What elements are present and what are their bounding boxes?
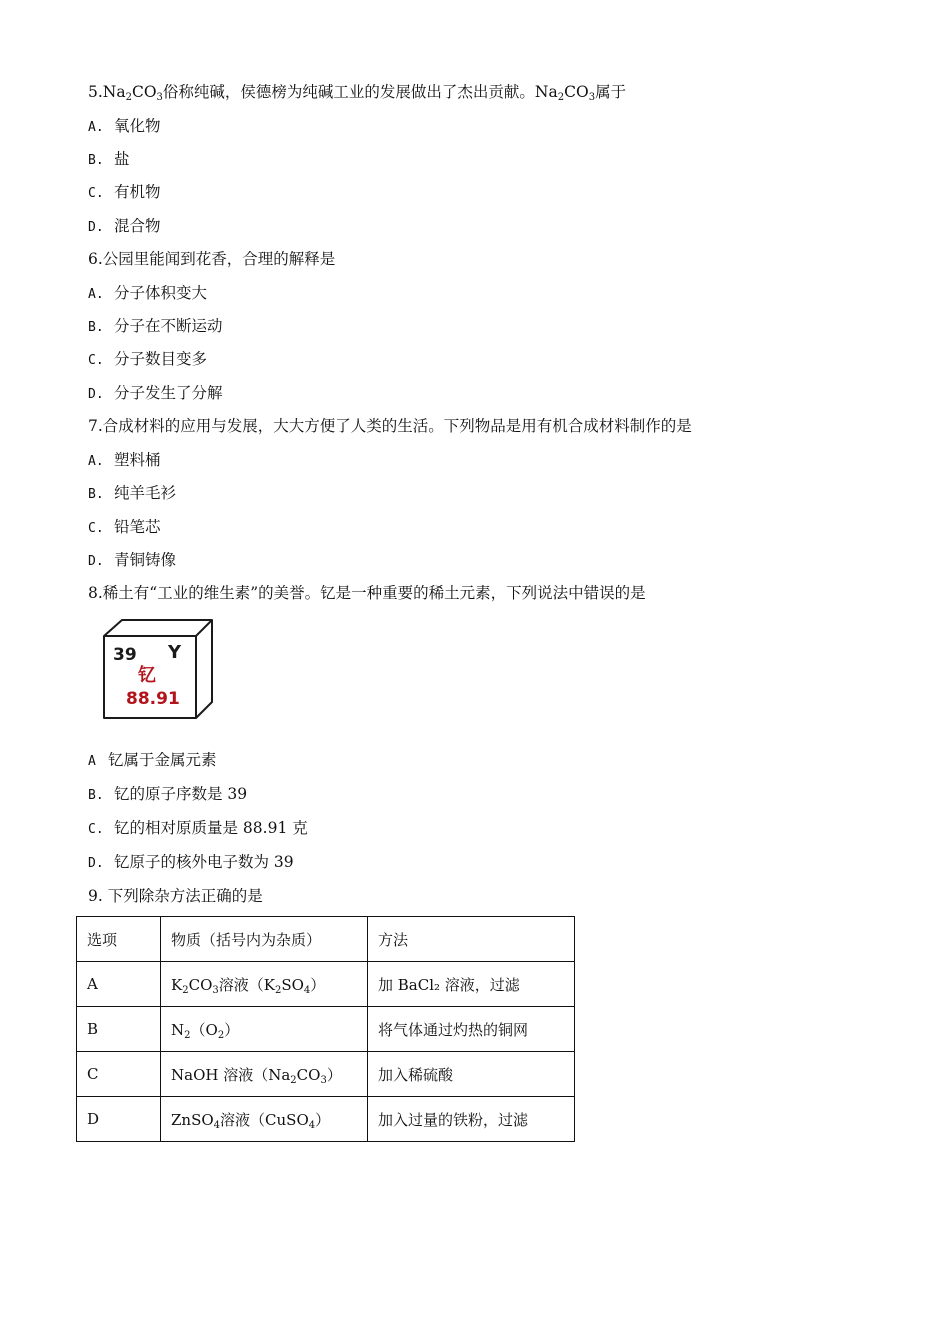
q8-option-d[interactable] [88,852,294,874]
option-letter: D. [88,220,104,235]
option-letter: B. [88,320,104,335]
option-text: 混合物 [114,217,161,235]
option-text: 钇的相对原质量是 88.91 克 [114,819,308,837]
formula-sub: 2 [290,1074,297,1086]
row-option: D [77,1097,161,1142]
atomic-number: 39 [113,645,137,665]
q6-option-d[interactable] [88,383,223,405]
option-text: 分子发生了分解 [114,384,223,402]
option-letter: B. [88,153,104,168]
purification-table [76,916,575,1142]
q8-option-c[interactable] [88,818,308,840]
formula-sub: 2 [184,1029,191,1041]
q6-stem: 6.公园里能闻到花香，合理的解释是 [88,250,336,268]
option-text: 盐 [114,150,130,168]
formula-sub: 2 [182,984,189,996]
q8-option-a[interactable] [88,750,217,772]
q7-option-a[interactable] [88,450,161,472]
row-method: 加入稀硫酸 [368,1052,575,1097]
option-text: 氧化物 [114,117,161,135]
q5-sub: 3 [156,92,163,103]
option-text: 分子体积变大 [114,284,208,302]
header-substance: 物质（括号内为杂质） [161,917,368,962]
option-text: 有机物 [114,183,161,201]
table-row [77,1097,575,1142]
formula-part: SO [281,975,304,994]
formula-sub: 3 [320,1074,327,1086]
formula-part: NaOH 溶液（Na [171,1065,291,1084]
formula-sub: 2 [217,1029,225,1041]
atomic-mass: 88.91 [126,689,180,709]
row-method: 将气体通过灼热的铜网 [368,1007,575,1052]
q5-option-a[interactable] [88,116,161,138]
formula-part: ） [315,1110,331,1129]
formula-sub: 3 [212,984,219,996]
row-method: 加入过量的铁粉，过滤 [368,1097,575,1142]
q5-sub: 2 [125,92,132,103]
formula-part: 溶液（K [218,975,275,994]
formula-part: K [171,975,183,994]
option-text: 分子在不断运动 [114,317,223,335]
formula-part: CO [296,1065,321,1084]
element-card [100,618,218,722]
row-substance [161,1097,368,1142]
q6-option-b[interactable] [88,316,223,338]
q5-option-d[interactable] [88,216,161,238]
table-header-row [77,917,575,962]
formula-sub: 4 [303,984,311,996]
formula-part: ） [310,975,326,994]
option-letter: C. [88,822,104,837]
formula-part: ZnSO [171,1110,214,1129]
formula-part: ） [224,1020,240,1039]
formula-part: 溶液（CuSO [220,1110,309,1129]
option-letter: A. [88,120,104,135]
option-text: 钇属于金属元素 [108,751,217,769]
option-text: 纯羊毛衫 [114,484,177,502]
formula-part: ） [326,1065,342,1084]
row-option: A [77,962,161,1007]
option-text: 钇的原子序数是 39 [114,785,248,803]
q7-option-b[interactable] [88,483,176,505]
q6-option-c[interactable] [88,349,207,371]
formula-part: （O [190,1020,218,1039]
q5-stem-part: CO [131,83,157,101]
element-symbol: Y [168,642,182,663]
q5-stem-part: CO [564,83,589,101]
header-option: 选项 [77,917,161,962]
option-text: 青铜铸像 [114,551,177,569]
q5-option-b[interactable] [88,149,130,171]
element-card-top [104,620,212,636]
option-letter: B. [88,487,104,502]
option-letter: A. [88,287,104,302]
row-substance [161,1052,368,1097]
row-option: B [77,1007,161,1052]
q5-stem-part: 5.Na [88,83,126,101]
formula-part: CO [188,975,213,994]
row-substance [161,1007,368,1052]
table-row [77,1007,575,1052]
option-letter: A [88,754,96,769]
table-row [77,962,575,1007]
formula-sub: 4 [308,1119,316,1131]
q5-stem-part: 属于 [595,83,627,101]
option-text: 分子数目变多 [114,350,208,368]
q8-option-b[interactable] [88,784,247,806]
header-method: 方法 [368,917,575,962]
option-letter: B. [88,788,104,803]
option-text: 钇原子的核外电子数为 39 [114,853,294,871]
option-letter: D. [88,387,104,402]
option-text: 塑料桶 [114,451,161,469]
q5-stem [88,82,626,102]
option-letter: A. [88,454,104,469]
option-letter: C. [88,186,104,201]
row-method: 加 BaCl₂ 溶液，过滤 [368,962,575,1007]
option-text: 铅笔芯 [114,518,161,536]
q7-option-d[interactable] [88,550,176,572]
q5-stem-part: 俗称纯碱，侯德榜为纯碱工业的发展做出了杰出贡献。Na [162,83,558,101]
table-row [77,1052,575,1097]
q7-option-c[interactable] [88,517,161,539]
option-letter: D. [88,856,104,871]
q8-stem: 8.稀土有“工业的维生素”的美誉。钇是一种重要的稀土元素，下列说法中错误的是 [88,584,646,602]
element-name: 钇 [138,665,156,686]
q9-stem: 9. 下列除杂方法正确的是 [88,887,263,905]
q5-option-c[interactable] [88,182,161,204]
option-letter: C. [88,353,104,368]
option-letter: D. [88,554,104,569]
formula-sub: 4 [213,1119,221,1131]
row-substance [161,962,368,1007]
row-option: C [77,1052,161,1097]
q5-sub: 3 [588,92,596,103]
formula-part: N [171,1020,185,1039]
formula-sub: 2 [274,984,282,996]
option-letter: C. [88,521,104,536]
q7-stem: 7.合成材料的应用与发展，大大方便了人类的生活。下列物品是用有机合成材料制作的是 [88,417,692,435]
q5-sub: 2 [557,92,565,103]
q6-option-a[interactable] [88,283,207,305]
